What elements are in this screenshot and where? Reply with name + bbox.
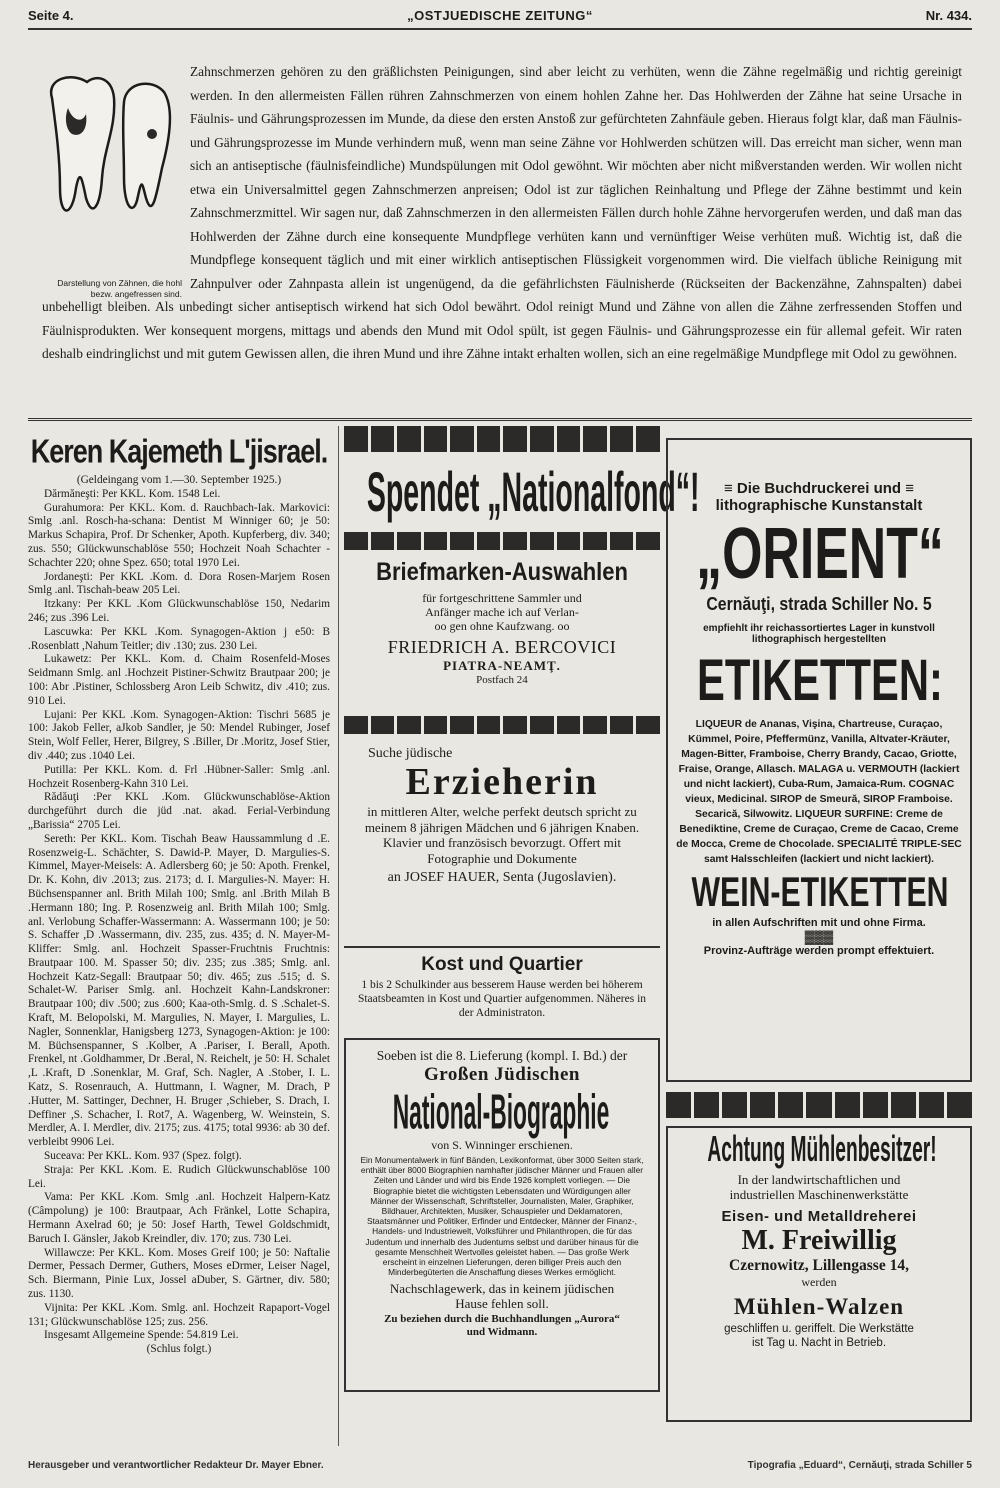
kkl-paragraph: Itzkany: Per KKL .Kom Glückwunschablöse 150, Nedarim 246; zus .396 Lei. <box>28 598 330 624</box>
newspaper-title: „OSTJUEDISCHE ZEITUNG“ <box>407 8 593 23</box>
issue-number: Nr. 434. <box>925 8 972 23</box>
nationalfond-ad: Spendet „Nationalfond“! <box>366 460 700 524</box>
muehle-ad: Achtung Mühlenbesitzer! In der landwirtschaftlichen und industriellen Maschinenwerkstätte Eisen- und Metalldreherei M. Freiwillig Czernowitz, Lillengasse 14, werden Mühlen-Walzen geschliffen u. geriffelt. Die Werkstätte ist Tag u. Nacht in Betrieb. <box>666 1126 972 1422</box>
kkl-paragraph: Willawcze: Per KKL. Kom. Moses Greif 100; je 50: Naftalie Dermer, Pessach Dermer, Guthers, Moses eDrmer, Leiser Nagel, Sch. Biermann, Pinie Lux, Jossel aDuber, S. Gärtner, div. 580; zus. 1130. <box>28 1246 330 1301</box>
kkl-paragraph: Suceava: Per KKL. Kom. 937 (Spez. folgt). <box>44 1150 242 1163</box>
orient-ad: ≡ Die Buchdruckerei und ≡ lithographische Kunstanstalt „ORIENT“ Cernăuţi, strada Schiller No. 5 empfiehlt ihr reichassortiertes Lager in kunstvoll lithographisch hergestellten ETIKETTEN: LIQUEUR de Ananas, Vişina, Chartreuse, Curaçao, Kümmel, Poire, Pfeffermünz, Vanilla, Altvater-Kräuter, Magen-Bitter, Framboise, Cherry Brandy, Cacao, Griotte, Fraise, Orange, Allasch. MALAGA u. VERMOUTH (lackiert und nicht lackiert), Cuba-Rum, Jamaica-Rum. COGNAC vieux, Medicinal. SIROP de Smeură, SIROP Framboise. Secarică, Silwowitz. LIQUEUR SURFINE: Creme de Benediktine, Creme de Curaçao, Creme de Cacao, Creme de Mocca, Creme de Chocolade. SPECIALITÉ TRIPLE-SEC samt Halsschleifen (lackiert und nicht lackiert). WEIN-ETIKETTEN in allen Aufschriften mit und ohne Firma. ▓▓▓ Provinz-Aufträge werden prompt effektuiert. <box>666 438 972 1082</box>
kkl-paragraph: Vijnita: Per KKL .Kom. Smlg. anl. Hochzeit Rapaport-Vogel 131; Glückwunschablöse 125; zus. 256. <box>28 1301 330 1328</box>
kkl-paragraph: Straja: Per KKL .Kom. E. Rudich Glückwunschablöse 100 Lei. <box>28 1163 330 1190</box>
kkl-paragraph: Jordaneşti: Per KKL .Kom. d. Dora Rosen-Marjem Rosen Smlg .anl. Tischah-beaw 205 Lei. <box>28 570 330 597</box>
kkl-paragraph: Vama: Per KKL .Kom. Smlg .anl. Hochzeit Halpern-Katz (Câmpolung) je 100: Brautpaar, Ach Fränkel, Lotte Schapira, Hermann Axelrad 60; je 50: Josef Harth, Tewel Goldschmidt, Baruch I. Gänsler, Jakob Kreindler, div. 170; zus. 730 Lei. <box>28 1191 330 1245</box>
orient-glyph: ▓▓▓ <box>804 929 834 944</box>
kkl-paragraph: Gurahumora: Per KKL. Kom. d. Rauchbach-Iak. Markovici: Smlg .anl. Rosch-ha-schana: Dentist M Winniger 60; je 50: Markus Schapira, Prof. Dr Schenker, Apoth. Kupferberg, div. 340; zus. 550; Glückwunschablöse 550; Hochzeit Noah Schachter -Schachter 220; ohne Spez. 650; total 1970 Lei. <box>28 501 330 569</box>
kkl-paragraph: Sereth: Per KKL. Kom. Tischah Beaw Haussammlung d .E. Rosenzweig-L. Schächter, S. Dawid-P. Mayer, D. Margulies-S. Kimmel, Mayer-Meisels: A. Adlersberg 60; je 50: Apoth. Frenkel, Dr. K. Kohn, div .2013; zus. 2173; d. I. Margulies-N. Mayer: H. Büchsenspanner anl. Brith Milah 100; Smlg. anl .Brith Milah B .Hermann 180; Ing. P. Rosenzweig anl. Brith Milah 100; Smlg. anl. Verlobung Schaffer-Wassermann: A. Wassermann 100; je 50: S. Schaffer ,D .Wassermann, div. 235, zus. 435; d. N. Mayer-M-Kliffer: Smlg. anl. Hochzeit Spasser-Fruchtnis Fruchtnis: Brautpaar 100. M. Spasser 50; div. 235; zus .385; Smlg. anl. Hochzeit Katz-Segall: Brautpaar 50; div. 465; zus .515; d. S. Schalet-W. Pariser Smlg. anl. Hochzeit Kahn-Landskroner: Brautpaar 100; div .500; zus .600; Kaa-oth-Smlg. d. S .Schalet-S. Kraft, M. Belopolski, M. Margulies, N. Mayer, I. Margulies, L. Nagler, Sonnenklar, Hanigsberg 1273, Synagogen-Aktion: je 100: M. Büchsenspanner, S .Kolber, A .Pariser, I. Berall, Apoth. Frenkel, nt .Goldhammer, Dr .Beral, N. Reichelt, je 50: H. Schalet ,L .Kraft, D .Sonenklar, M. Graf, Sch. Nagler, A .Stober, I. L. Katz, S. Rosenrauch, A. Huttmann, I. Wagner, M. Drach, P .Hutter, M. Sattinger, Dechner, H. Bruger ,Schieber, S. Drach, I. Deffiner ,S. Schacher, I. Rot7, A. Wagenberg, W. Weinstein, S. Merdler, A. I. Merdler, div. 2175; zus. 4175; total 9936: ab 30 def. verbleibt 9906 Lei. <box>28 832 330 1149</box>
middle-column <box>344 426 700 1446</box>
odol-article <box>42 60 962 405</box>
kkl-paragraph: Lukawetz: Per KKL. Kom. d. Chaim Rosenfeld-Moses Seidmann Smlg. anl .Hochzeit Pistiner-Schwitz Brautpaar 200; je 100: Abr .Pistiner, Schlossberg Aron Leib Schwitz, div .410; zus. 910 Lei. <box>28 653 330 707</box>
kkl-paragraph: Rădăuţi :Per KKL .Kom. Glückwunschablöse-Aktion durchgeführt durch die jüd .nat. akad. Ferial-Verbindung „Barissia“ 2705 Lei. <box>28 791 330 831</box>
kkl-paragraphs <box>28 488 330 1343</box>
decor-bars-right <box>666 1092 972 1118</box>
right-column <box>666 426 972 1446</box>
kkl-paragraph: Dărmăneşti: Per KKL. Kom. 1548 Lei. <box>44 487 221 500</box>
kost-ad: Kost und Quartier 1 bis 2 Schulkinder aus besserem Hause werden bei höherem Staatsbeamten in Kost und Quartier aufgenommen. Näheres in der Administraton. <box>344 946 660 1034</box>
kkl-period: (Geldeingang vom 1.—30. September 1925.) <box>76 474 282 486</box>
footer-right: Tipografia „Eduard“, Cernăuţi, strada Schiller 5 <box>747 1460 972 1471</box>
kkl-end: (Schlus folgt.) <box>146 1343 212 1356</box>
briefmarken-ad: Briefmarken-Auswahlen für fortgeschrittene Sammler und Anfänger mache ich auf Verlan- oo gen ohne Kaufzwang. oo FRIEDRICH A. BERCOVICI PIATRA-NEAMŢ. Postfach 24 <box>376 558 628 686</box>
page-header <box>28 6 972 28</box>
kkl-column <box>28 426 339 1446</box>
kkl-paragraph: Lujani: Per KKL .Kom. Synagogen-Aktion: Tischri 5685 je 100: Jakob Feller, aJkob Sandler, je 50: Mendel Rubinger, Josef Stein, Wolf Feller, Herer, Bilgrey, S .Biller, Dr .Moritz, Josef Stier, div .440; zus .1040 Lei. <box>28 708 330 762</box>
header-rule <box>28 28 972 30</box>
page-number: Seite 4. <box>28 8 74 23</box>
biographie-ad: Soeben ist die 8. Lieferung (kompl. I. Bd.) der Großen Jüdischen National-Biographie von S. Winninger erschienen. Ein Monumentalwerk in fünf Bänden, Lexikonformat, über 3000 Seiten stark, enthält über 8000 Biographien namhafter jüdischer Männer und Frauen aller Zeiten und Länder und wird bis Ende 1926 komplett vorliegen. — Die Biographie bietet die wichtigsten Lebensdaten und Würdigungen aller Männer der Wissenschaft, Schriftsteller, Journalisten, Maler, Graphiker, Bildhauer, Architekten, Musiker, Schauspieler und Deklamatoren, Staatsmänner und Politiker, Erfinder und Entdecker, Männer der Finanz-, Handels- und Industriewelt, Volksführer und Philanthropen, die für das Judentum und innerhalb des Judentums selbst und darüber hinaus für die gesamte Menschheit Wertvolles geleistet haben. — Das große Werk erscheint in einzelnen Lieferungen, deren billiger Preis auch den Minderbegüterten die Anschaffung dieses Werkes ermöglicht. Nachschlagewerk, das in keinem jüdischen Hause fehlen soll. Zu beziehen durch die Buchhandlungen „Aurora“ und Widmann. <box>344 1038 660 1392</box>
kkl-paragraph: Lascuwka: Per KKL .Kom. Synagogen-Aktion j e50: B .Rosenblatt ,Nahum Teitler; div .130; zus. 230 Lei. <box>28 625 330 652</box>
erzieherin-ad: Suche jüdische Erzieherin in mittleren Alter, welche perfekt deutsch spricht zu meinem 8 jährigen Mädchen und 6 jährigen Knaben. Klavier und französisch bevorzugt. Offert mit Fotographie und Dokumente an JOSEF HAUER, Senta (Jugoslavien). <box>364 746 640 885</box>
tooth-caption: Darstellung von Zähnen, die hohl bezw. angefressen sind. <box>57 278 182 299</box>
decor-bars-3 <box>344 716 660 734</box>
section-rule <box>28 418 972 421</box>
kkl-title: Keren Kajemeth L'jisrael. <box>30 432 328 470</box>
kkl-paragraph: Insgesamt Allgemeine Spende: 54.819 Lei. <box>44 1329 239 1342</box>
odol-text: Zahnschmerzen gehören zu den gräßlichsten Peinigungen, sind aber leicht zu verhüten, wenn die Zähne regelmäßig und richtig gereinigt werden. In den allermeisten Fällen rühren Zahnschmerzen von einem hohlen Zahne her. Das Hohlwerden der Zähne hat seine Ursache in Fäulnis- und Gährungsprozessen im Munde, da diese den ersten Anstoß zur gefürchteten Zahnfäule geben. Hieraus folgt klar, daß man Fäulnis- und Gährungsprozesse im Munde verhindern muß, wenn man seine Zähne vor Hohlwerden schützen will. Das erreicht man sicher, wenn man sich an antiseptische (fäulnisfeindliche) Mundspülungen mit Odol gewöhnt. Wir möchten aber nicht mißverstanden werden. Wir wollen nicht etwa ein Universalmittel gegen Zahnschmerzen anpreisen; Odol ist zur täglichen Reinhaltung und Pflege der Zähne bestimmt und kein Zahnschmerzmittel. Wir sagen nur, daß Zahnschmerzen in den allermeisten Fällen durch hohle Zähne hervorgerufen werden, und daß man das Hohlwerden der Zähne durch eine konsequente Mundpflege verhüten kann und vernünftiger Weise verhüten muß. Wichtig ist, daß die Mundpflege konsequent täglich und mit einer wirklich antiseptischen Flüssigkeit vorgenommen wird. Die vielfach übliche Reinigung mit Zahnpulver oder Zahnpasta allein ist ungenügend, da die gefährlichsten Fäulnisherde (Rückseiten der Backenzähne, Zahnspalten) dabei unbehelligt bleiben. Als unbedingt sicher antiseptisch wirkend hat sich Odol bewährt. Odol reinigt Mund und Zähne von allen die Zähne zerfressenden Stoffen und Fäulnisprodukten. Wer konsequent morgens, mittags und abends den Mund mit Odol spült, ist gegen Fäulnis- und Gährungsprozesse ein für allemal gefeit. Wir raten deshalb eindringlichst und mit gutem Gewissen allen, die ihren Mund und ihre Zähne intakt erhalten wollen, sich an eine regelmäßige Mundpflege mit Odol zu gewöhnen. <box>42 64 962 361</box>
footer-left: Herausgeber und verantwortlicher Redakteur Dr. Mayer Ebner. <box>28 1460 324 1471</box>
kkl-paragraph: Putilla: Per KKL. Kom. d. Frl .Hübner-Saller: Smlg .anl. Hochzeit Rosenberg-Kahn 310 Lei. <box>28 763 330 790</box>
